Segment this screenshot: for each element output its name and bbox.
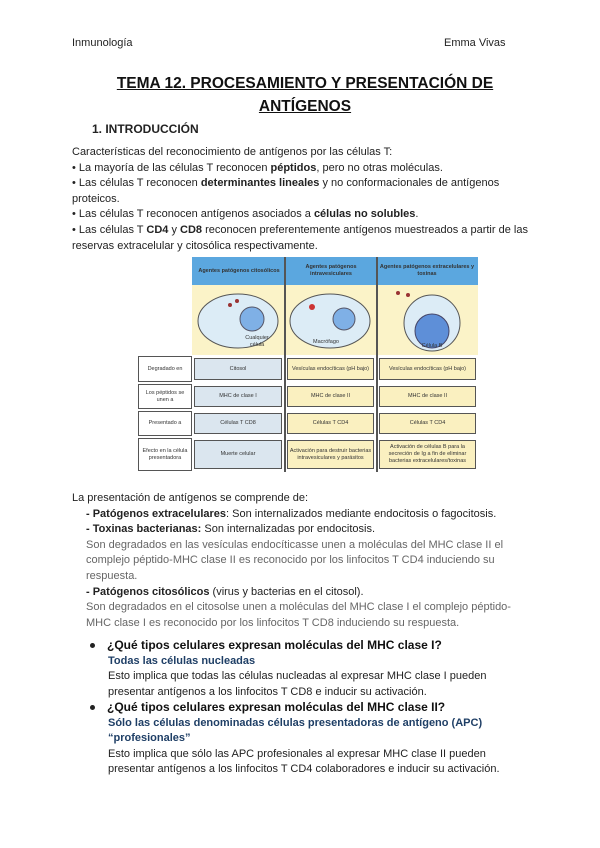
bullet bbox=[72, 176, 532, 207]
table-cell: Citosol bbox=[194, 358, 282, 380]
t: , pero no otras moléculas. bbox=[316, 161, 443, 174]
item bbox=[72, 507, 532, 523]
t: : Son internalizados mediante endocitosis o fagocitosis. bbox=[226, 507, 497, 520]
title-line: ANTÍGENOS bbox=[258, 98, 352, 115]
note: Son degradados en las vesículas endocíticasse unen a moléculas del MHC clase II el complejo péptido-MHC clase II es reconocido por los linfocitos T CD4 induciendo su respuesta. bbox=[86, 538, 504, 582]
t: y no conformacionales de antígenos proteicos. bbox=[72, 177, 500, 205]
bullet-icon bbox=[90, 643, 95, 648]
question-2 bbox=[90, 700, 530, 778]
t: • Las células T reconocen bbox=[72, 177, 201, 190]
t: y bbox=[168, 223, 181, 236]
t: • Las células T bbox=[72, 223, 147, 236]
header-author: Emma Vivas bbox=[444, 37, 506, 49]
t: péptidos bbox=[270, 161, 317, 174]
t: CD4 bbox=[146, 223, 169, 236]
item bbox=[72, 585, 532, 601]
table-cell: MHC de clase II bbox=[379, 386, 476, 407]
row-label: Los péptidos se unen a bbox=[138, 384, 192, 409]
bullet-icon bbox=[90, 705, 95, 710]
item bbox=[72, 522, 532, 538]
t: - Toxinas bacterianas: bbox=[86, 523, 202, 536]
t: • Las células T reconocen antígenos asociados a bbox=[72, 208, 314, 221]
cell-label: Macrófago bbox=[313, 338, 339, 345]
column-header: Agentes patógenos extracelulares y toxinas bbox=[379, 264, 475, 277]
t: - Patógenos citosólicos bbox=[86, 585, 210, 598]
t: ¿Qué tipos celulares expresan moléculas del MHC clase I? bbox=[107, 638, 442, 652]
t: ¿Qué tipos celulares expresan moléculas del MHC clase II? bbox=[107, 700, 446, 714]
page-title bbox=[90, 72, 520, 118]
bullet bbox=[72, 223, 532, 254]
title-line: TEMA 12. PROCESAMIENTO Y PRESENTACIÓN DE bbox=[116, 75, 494, 92]
table-cell: MHC de clase I bbox=[194, 386, 282, 407]
note: Son degradados en el citosolse unen a moléculas del MHC clase I el complejo péptido-MHC clase I es reconocido por los linfocitos T CD8 induciendo su respuesta. bbox=[86, 601, 511, 629]
explanation: Esto implica que sólo las APC profesionales al expresar MHC clase II pueden presentar antígenos a los linfocitos T CD4 colaboradores e inducir su activación. bbox=[108, 747, 500, 776]
t: reconocen preferentemente antígenos muestreados a partir de las reservas extracelular y citosólica respectivamente. bbox=[72, 223, 528, 252]
table-cell: Vesículas endocíticas (pH bajo) bbox=[287, 358, 374, 380]
header-subject: Inmunología bbox=[72, 37, 133, 49]
table-cell: Vesículas endocíticas (pH bajo) bbox=[379, 358, 476, 380]
t: • La mayoría de las células T reconocen bbox=[72, 161, 271, 174]
column-header: Agentes patógenos intravesiculares bbox=[305, 264, 357, 277]
t: (virus y bacterias en el citosol). bbox=[209, 585, 364, 598]
answer: Sólo las células denominadas células presentadoras de antígeno (APC) “profesionales” bbox=[108, 716, 483, 745]
bullet bbox=[72, 161, 532, 177]
explanation: Esto implica que todas las células nucleadas al expresar MHC clase I pueden presentar antígenos a los linfocitos T CD8 e inducir su activación. bbox=[108, 670, 487, 698]
row-label: Presentado a bbox=[138, 411, 192, 436]
column-header: Agentes patógenos citosólicos bbox=[198, 267, 280, 274]
t: CD8 bbox=[180, 223, 203, 236]
intro-lead: Características del reconocimiento de antígenos por las células T: bbox=[72, 146, 393, 158]
table-cell: Células T CD4 bbox=[379, 413, 476, 434]
intro-text bbox=[72, 145, 532, 254]
t: determinantes lineales bbox=[200, 177, 320, 190]
antigen-processing-figure bbox=[138, 257, 478, 472]
table-cell: Células T CD4 bbox=[287, 413, 374, 434]
presentation-text bbox=[72, 491, 532, 631]
t: . bbox=[415, 208, 419, 221]
t: Son internalizadas por endocitosis. bbox=[201, 523, 376, 536]
table-cell: Activación de células B para la secreción de Ig a fin de eliminar bacterias extracelulares/toxinas bbox=[379, 440, 476, 469]
table-cell: Activación para destruir bacterias intravesiculares y parásitos bbox=[287, 440, 374, 469]
t: - Patógenos extracelulares bbox=[86, 507, 227, 520]
question bbox=[90, 700, 530, 716]
divider bbox=[376, 257, 378, 472]
section-heading: 1. INTRODUCCIÓN bbox=[92, 122, 199, 136]
row-label: Degradado en bbox=[138, 356, 192, 382]
table-cell: Células T CD8 bbox=[194, 413, 282, 434]
bullet bbox=[72, 207, 532, 223]
cell-label: Célula B bbox=[421, 342, 443, 349]
divider bbox=[284, 257, 286, 472]
answer: Todas las células nucleadas bbox=[108, 654, 256, 667]
table-cell: Muerte celular bbox=[194, 440, 282, 469]
presentation-lead: La presentación de antígenos se comprende de: bbox=[72, 492, 309, 504]
table-cell: MHC de clase II bbox=[287, 386, 374, 407]
row-label: Efecto en la célula presentadora bbox=[138, 438, 192, 471]
cell-label: Cualquier célula bbox=[245, 335, 269, 348]
question bbox=[90, 638, 530, 654]
t: células no solubles bbox=[313, 208, 416, 221]
question-1 bbox=[90, 638, 530, 700]
